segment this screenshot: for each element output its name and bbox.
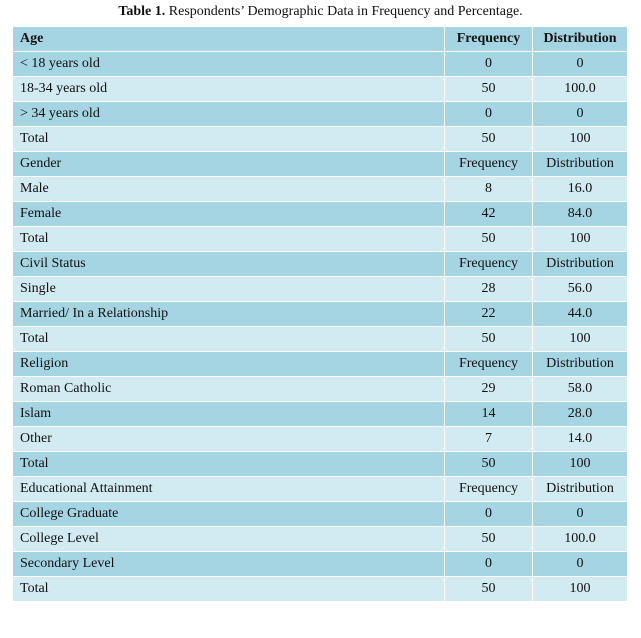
cell-label: College Graduate [13,502,445,527]
cell-label: Roman Catholic [13,377,445,402]
cell-label: Islam [13,402,445,427]
cell-label: Married/ In a Relationship [13,302,445,327]
cell-frequency: Frequency [445,27,533,52]
cell-distribution: 0 [533,52,628,77]
cell-frequency: 22 [445,302,533,327]
cell-distribution: Distribution [533,152,628,177]
cell-frequency: 8 [445,177,533,202]
cell-frequency: 14 [445,402,533,427]
cell-label: > 34 years old [13,102,445,127]
cell-frequency: 29 [445,377,533,402]
table-caption-text: Respondents’ Demographic Data in Frequency and Percentage. [165,4,523,19]
table-row [13,427,628,452]
table-row [13,52,628,77]
cell-distribution: 14.0 [533,427,628,452]
cell-distribution: 56.0 [533,277,628,302]
cell-label: Educational Attainment [13,477,445,502]
cell-frequency: 42 [445,202,533,227]
demographic-table [12,26,628,602]
table-row [13,502,628,527]
total-row [13,127,628,152]
cell-distribution: 16.0 [533,177,628,202]
cell-frequency: Frequency [445,352,533,377]
cell-frequency: 7 [445,427,533,452]
cell-distribution: 100.0 [533,77,628,102]
cell-label: Age [13,27,445,52]
cell-frequency: 28 [445,277,533,302]
table-row [13,302,628,327]
total-row [13,227,628,252]
cell-distribution: 84.0 [533,202,628,227]
cell-distribution: 28.0 [533,402,628,427]
total-row [13,577,628,602]
section-header-row [13,27,628,52]
cell-label: Total [13,327,445,352]
cell-frequency: Frequency [445,252,533,277]
table-row [13,527,628,552]
cell-frequency: 0 [445,102,533,127]
cell-distribution: 44.0 [533,302,628,327]
section-header-row [13,352,628,377]
cell-label: Secondary Level [13,552,445,577]
table-row [13,102,628,127]
cell-distribution: Distribution [533,27,628,52]
cell-label: Male [13,177,445,202]
table-row [13,77,628,102]
table-row [13,202,628,227]
cell-frequency: 50 [445,127,533,152]
table-caption-number: Table 1. [118,4,166,19]
total-row [13,452,628,477]
cell-label: College Level [13,527,445,552]
section-header-row [13,252,628,277]
cell-frequency: Frequency [445,477,533,502]
cell-label: Total [13,577,445,602]
cell-distribution: 100 [533,327,628,352]
cell-label: Total [13,227,445,252]
cell-distribution: Distribution [533,252,628,277]
cell-frequency: 50 [445,327,533,352]
table-row [13,277,628,302]
cell-frequency: 0 [445,502,533,527]
table-caption [0,2,641,22]
cell-frequency: 50 [445,577,533,602]
cell-distribution: 100 [533,452,628,477]
table-body [13,27,628,602]
table-row [13,402,628,427]
cell-label: Total [13,127,445,152]
cell-label: Gender [13,152,445,177]
table-row [13,377,628,402]
section-header-row [13,477,628,502]
section-header-row [13,152,628,177]
cell-distribution: Distribution [533,477,628,502]
cell-frequency: 50 [445,227,533,252]
cell-distribution: 100 [533,227,628,252]
cell-label: Female [13,202,445,227]
cell-label: Civil Status [13,252,445,277]
total-row [13,327,628,352]
cell-frequency: Frequency [445,152,533,177]
cell-label: 18-34 years old [13,77,445,102]
cell-distribution: 100 [533,577,628,602]
cell-distribution: 0 [533,102,628,127]
cell-frequency: 0 [445,52,533,77]
cell-label: Religion [13,352,445,377]
cell-frequency: 50 [445,77,533,102]
cell-label: Total [13,452,445,477]
cell-label: Single [13,277,445,302]
cell-distribution: 100 [533,127,628,152]
cell-frequency: 0 [445,552,533,577]
cell-label: < 18 years old [13,52,445,77]
cell-distribution: 0 [533,502,628,527]
cell-distribution: 100.0 [533,527,628,552]
cell-distribution: Distribution [533,352,628,377]
table-row [13,177,628,202]
table-row [13,552,628,577]
cell-frequency: 50 [445,452,533,477]
cell-distribution: 58.0 [533,377,628,402]
cell-distribution: 0 [533,552,628,577]
cell-frequency: 50 [445,527,533,552]
cell-label: Other [13,427,445,452]
